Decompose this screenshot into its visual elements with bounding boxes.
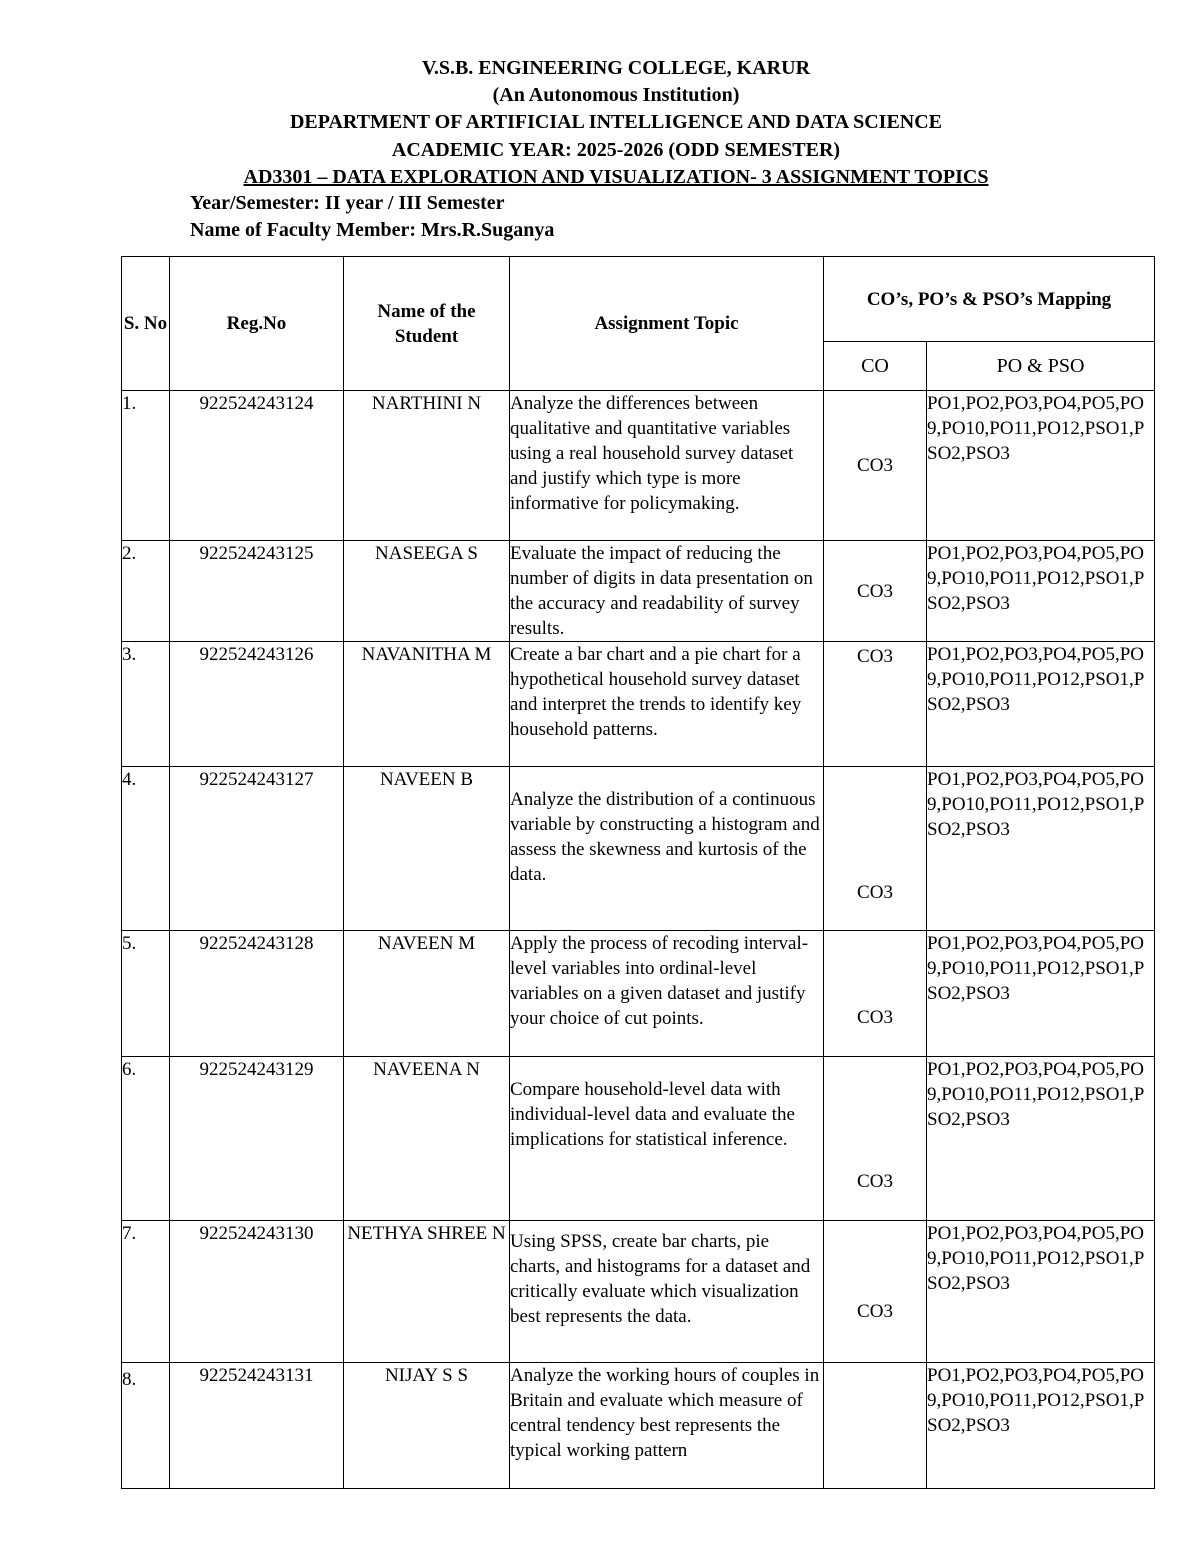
row-co: CO3: [824, 1221, 927, 1363]
department-name: DEPARTMENT OF ARTIFICIAL INTELLIGENCE AND DATA SCIENCE: [289, 111, 943, 133]
row-regno: 922524243127: [170, 767, 344, 931]
course-title: AD3301 – DATA EXPLORATION AND VISUALIZATION- 3 ASSIGNMENT TOPICS: [243, 166, 989, 188]
row-co: CO3: [824, 391, 927, 541]
row-student-name: NIJAY S S: [344, 1363, 510, 1489]
header-sno: S. No: [122, 257, 170, 391]
table-row: [122, 541, 1155, 642]
row-co: [824, 1363, 927, 1489]
faculty-name: Name of Faculty Member: Mrs.R.Suganya: [190, 219, 555, 241]
row-regno: 922524243125: [170, 541, 344, 642]
assignment-table: [121, 256, 1155, 1489]
header-assignment-topic: Assignment Topic: [510, 257, 824, 391]
row-student-name: NAVEEN B: [344, 767, 510, 931]
table-row: [122, 1057, 1155, 1221]
row-topic: Apply the process of recoding interval-level variables into ordinal-level variables on a given dataset and justify your choice of cut points.: [510, 931, 824, 1057]
table-row: [122, 391, 1155, 541]
autonomy-status: (An Autonomous Institution): [492, 84, 740, 106]
header-mapping: CO’s, PO’s & PSO’s Mapping: [824, 257, 1155, 342]
row-regno: 922524243126: [170, 642, 344, 767]
row-po-pso: PO1,PO2,PO3,PO4,PO5,PO9,PO10,PO11,PO12,PSO1,PSO2,PSO3: [927, 541, 1155, 642]
row-co: CO3: [824, 642, 927, 767]
row-sno: 6.: [122, 1057, 170, 1221]
header-po-pso: PO & PSO: [927, 342, 1155, 391]
header-student-name: Name of the Student: [344, 257, 510, 391]
academic-year: ACADEMIC YEAR: 2025-2026 (ODD SEMESTER): [391, 139, 841, 161]
row-po-pso: PO1,PO2,PO3,PO4,PO5,PO9,PO10,PO11,PO12,PSO1,PSO2,PSO3: [927, 642, 1155, 767]
row-co: CO3: [824, 931, 927, 1057]
row-student-name: NASEEGA S: [344, 541, 510, 642]
row-topic: Analyze the differences between qualitative and quantitative variables using a real household survey dataset and justify which type is more informative for policymaking.: [510, 391, 824, 541]
year-semester: Year/Semester: II year / III Semester: [190, 192, 505, 214]
row-sno: 1.: [122, 391, 170, 541]
table-row: [122, 1221, 1155, 1363]
row-po-pso: PO1,PO2,PO3,PO4,PO5,PO9,PO10,PO11,PO12,PSO1,PSO2,PSO3: [927, 391, 1155, 541]
row-sno: 5.: [122, 931, 170, 1057]
row-topic: Analyze the working hours of couples in Britain and evaluate which measure of central tendency best represents the typical working pattern: [510, 1363, 824, 1489]
row-sno: 2.: [122, 541, 170, 642]
row-regno: 922524243124: [170, 391, 344, 541]
row-topic: Create a bar chart and a pie chart for a hypothetical household survey dataset and interpret the trends to identify key household patterns.: [510, 642, 824, 767]
header-co: CO: [824, 342, 927, 391]
table-row: [122, 642, 1155, 767]
row-topic: Compare household-level data with individual-level data and evaluate the implications for statistical inference.: [510, 1057, 824, 1221]
row-po-pso: PO1,PO2,PO3,PO4,PO5,PO9,PO10,PO11,PO12,PSO1,PSO2,PSO3: [927, 931, 1155, 1057]
row-sno: 7.: [122, 1221, 170, 1363]
row-student-name: NAVEENA N: [344, 1057, 510, 1221]
row-regno: 922524243131: [170, 1363, 344, 1489]
row-student-name: NETHYA SHREE N: [344, 1221, 510, 1363]
table-row: [122, 1363, 1155, 1489]
row-co: CO3: [824, 541, 927, 642]
row-co: CO3: [824, 1057, 927, 1221]
row-sno: 8.: [122, 1363, 170, 1489]
college-name: V.S.B. ENGINEERING COLLEGE, KARUR: [421, 57, 811, 79]
table-row: [122, 931, 1155, 1057]
row-po-pso: PO1,PO2,PO3,PO4,PO5,PO9,PO10,PO11,PO12,PSO1,PSO2,PSO3: [927, 1363, 1155, 1489]
row-regno: 922524243128: [170, 931, 344, 1057]
row-topic: Evaluate the impact of reducing the number of digits in data presentation on the accuracy and readability of survey results.: [510, 541, 824, 642]
row-student-name: NARTHINI N: [344, 391, 510, 541]
row-topic: Analyze the distribution of a continuous variable by constructing a histogram and assess the skewness and kurtosis of the data.: [510, 767, 824, 931]
header-regno: Reg.No: [170, 257, 344, 391]
row-po-pso: PO1,PO2,PO3,PO4,PO5,PO9,PO10,PO11,PO12,PSO1,PSO2,PSO3: [927, 767, 1155, 931]
row-regno: 922524243130: [170, 1221, 344, 1363]
row-student-name: NAVANITHA M: [344, 642, 510, 767]
row-topic: Using SPSS, create bar charts, pie charts, and histograms for a dataset and critically evaluate which visualization best represents the data.: [510, 1221, 824, 1363]
row-student-name: NAVEEN M: [344, 931, 510, 1057]
row-co: CO3: [824, 767, 927, 931]
row-po-pso: PO1,PO2,PO3,PO4,PO5,PO9,PO10,PO11,PO12,PSO1,PSO2,PSO3: [927, 1057, 1155, 1221]
row-sno: 3.: [122, 642, 170, 767]
row-sno: 4.: [122, 767, 170, 931]
table-row: [122, 767, 1155, 931]
row-regno: 922524243129: [170, 1057, 344, 1221]
row-po-pso: PO1,PO2,PO3,PO4,PO5,PO9,PO10,PO11,PO12,PSO1,PSO2,PSO3: [927, 1221, 1155, 1363]
